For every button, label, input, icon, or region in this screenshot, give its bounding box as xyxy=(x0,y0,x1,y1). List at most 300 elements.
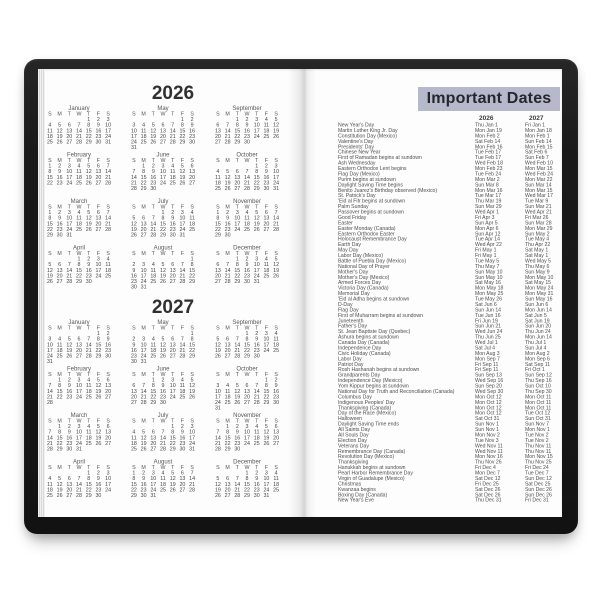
day-number: 22 xyxy=(234,272,241,279)
day-number: 20 xyxy=(214,133,221,140)
day-number: 28 xyxy=(66,278,73,285)
day-number: 2 xyxy=(142,470,146,477)
day-number: 26 xyxy=(253,226,260,233)
day-number: 29 xyxy=(189,278,196,285)
day-number: 26 xyxy=(214,353,221,360)
calendar-grid xyxy=(45,105,289,291)
day-number: 18 xyxy=(244,220,250,227)
event-date-2027: Wed Mar 17 xyxy=(525,193,553,199)
day-number: 26 xyxy=(95,393,102,400)
day-number: 21 xyxy=(160,440,166,447)
important-dates-header-band xyxy=(418,87,560,111)
day-number: 3 xyxy=(190,423,194,430)
day-number: 17 xyxy=(140,272,147,279)
day-number: 9 xyxy=(190,122,194,129)
event-date-2027: Mon Nov 1 xyxy=(525,427,550,433)
event-date-2026: Sun May 10 xyxy=(475,274,503,281)
day-number: 4 xyxy=(190,209,194,216)
event-date-2027: Fri Jan 1 xyxy=(525,122,546,128)
event-name: Day of the Race (Mexico) xyxy=(338,410,397,417)
day-number: 16 xyxy=(130,347,137,354)
dow-label: M xyxy=(225,464,230,471)
day-number: 14 xyxy=(76,481,82,488)
day-number: 23 xyxy=(66,393,73,400)
event-date-2026: Wed Apr 1 xyxy=(475,209,499,215)
day-number: 3 xyxy=(142,261,146,268)
day-number: 13 xyxy=(234,174,241,181)
day-number: 22 xyxy=(150,393,157,400)
day-number: 17 xyxy=(66,220,73,227)
day-number: 28 xyxy=(76,139,82,146)
event-date-2026: Sun Nov 1 xyxy=(475,421,500,428)
year-title: 2027 xyxy=(151,297,195,318)
event-name: Palm Sunday xyxy=(338,204,369,210)
dow-label: T xyxy=(235,250,239,257)
day-number: 13 xyxy=(105,382,112,389)
dow-label: W xyxy=(160,157,166,164)
event-date-2026: Wed Nov 11 xyxy=(475,443,503,449)
event-date-2026: Fri May 1 xyxy=(475,253,497,259)
dow-label: T xyxy=(87,325,91,331)
dow-label: S xyxy=(216,157,220,164)
event-date-2026: Fri May 1 xyxy=(475,247,497,254)
month-calendar xyxy=(129,412,197,459)
event-name: Thanksgiving (Canada) xyxy=(338,405,392,411)
day-number: 14 xyxy=(46,388,53,395)
day-number: 23 xyxy=(189,133,196,140)
day-number: 23 xyxy=(253,486,260,493)
day-number: 24 xyxy=(273,179,280,186)
month-name: August xyxy=(153,458,173,465)
day-number: 31 xyxy=(273,185,280,192)
day-number: 29 xyxy=(85,492,92,499)
dow-label: W xyxy=(76,371,82,378)
dow-label: F xyxy=(264,371,269,378)
day-number: 17 xyxy=(244,434,250,441)
day-number: 30 xyxy=(95,492,102,499)
day-number: 4 xyxy=(87,423,91,430)
day-number: 28 xyxy=(179,278,186,285)
dow-label: S xyxy=(216,204,220,210)
day-number: 25 xyxy=(214,185,221,192)
day-number: 27 xyxy=(189,179,196,186)
dow-label: T xyxy=(171,371,175,378)
event-date-2027: Tue Oct 12 xyxy=(525,410,551,417)
day-number: 19 xyxy=(263,434,270,441)
day-number: 13 xyxy=(273,429,280,436)
event-name: Holocaust Remembrance Day xyxy=(338,236,407,243)
day-number: 28 xyxy=(234,353,241,360)
day-number: 3 xyxy=(245,423,249,430)
event-name: Battle of Puebla Day (Mexico) xyxy=(338,258,407,264)
day-number: 25 xyxy=(263,272,270,279)
day-number: 24 xyxy=(189,440,196,447)
day-number: 13 xyxy=(66,127,73,134)
day-number: 7 xyxy=(235,475,239,482)
day-number: 24 xyxy=(234,226,241,233)
day-number: 26 xyxy=(179,179,186,186)
day-number: 19 xyxy=(56,133,63,140)
day-number: 15 xyxy=(234,267,241,274)
day-number: 11 xyxy=(253,429,260,436)
day-number: 22 xyxy=(244,347,250,354)
dow-label: M xyxy=(57,204,62,210)
day-number: 2 xyxy=(255,330,259,337)
event-date-2026: Wed Jun 24 xyxy=(475,329,503,335)
dow-label: F xyxy=(96,204,101,210)
day-number: 16 xyxy=(95,481,102,488)
day-number: 4 xyxy=(142,122,146,129)
day-number: 25 xyxy=(85,440,92,447)
day-number: 28 xyxy=(140,399,147,406)
event-date-2026: Mon Nov 16 xyxy=(475,454,503,460)
month-calendar xyxy=(213,152,281,199)
event-date-2026: Tue Jun 16 xyxy=(475,312,501,319)
event-date-2026: Fri Sep 11 xyxy=(475,361,499,368)
day-number: 16 xyxy=(263,174,270,181)
dow-label: S xyxy=(132,250,136,257)
day-number: 2 xyxy=(161,377,165,384)
day-number: 15 xyxy=(244,481,250,488)
event-name: Boxing Day (Canada) xyxy=(338,492,388,498)
day-number: 11 xyxy=(85,429,92,436)
day-number: 20 xyxy=(224,486,231,493)
day-number: 11 xyxy=(263,261,270,268)
day-number: 19 xyxy=(130,226,137,233)
day-number: 22 xyxy=(85,486,92,493)
month-name: November xyxy=(233,197,261,205)
day-number: 8 xyxy=(151,382,155,389)
day-number: 3 xyxy=(77,423,81,430)
day-number: 19 xyxy=(56,486,63,493)
day-number: 18 xyxy=(189,220,196,227)
day-number: 4 xyxy=(226,382,230,389)
day-number: 23 xyxy=(150,179,157,186)
day-number: 6 xyxy=(67,475,71,482)
day-number: 14 xyxy=(160,434,166,441)
events-list xyxy=(338,112,575,512)
event-name: Patriot Day xyxy=(338,361,364,368)
event-date-2026: Thu Mar 19 xyxy=(475,198,502,205)
day-number: 17 xyxy=(214,393,221,400)
day-number: 20 xyxy=(189,174,196,181)
day-number: 7 xyxy=(151,215,155,222)
dow-label: T xyxy=(235,418,239,424)
day-number: 20 xyxy=(150,440,157,447)
event-date-2026: Thu Jan 1 xyxy=(475,122,498,128)
event-date-2026: Mon Nov 2 xyxy=(475,432,500,438)
day-number: 13 xyxy=(224,341,231,348)
day-number: 27 xyxy=(140,232,147,239)
day-number: 6 xyxy=(77,336,81,343)
event-name: Presidents' Day xyxy=(338,144,374,150)
dow-label: F xyxy=(264,157,269,164)
dow-label: S xyxy=(132,204,136,210)
day-number: 23 xyxy=(244,272,250,279)
day-number: 10 xyxy=(253,122,260,129)
day-number: 9 xyxy=(96,475,100,482)
dow-label: M xyxy=(57,464,62,471)
event-date-2026: Wed Nov 11 xyxy=(475,448,503,455)
event-date-2027: Sat Dec 25 xyxy=(525,481,551,487)
day-number: 30 xyxy=(150,185,157,192)
event-date-2026: Mon Feb 16 xyxy=(475,144,503,150)
day-number: 29 xyxy=(224,446,231,453)
day-number: 2 xyxy=(132,261,136,268)
day-number: 13 xyxy=(105,429,112,436)
day-number: 7 xyxy=(216,429,220,436)
event-name: Remembrance Day (Canada) xyxy=(338,448,406,455)
day-number: 25 xyxy=(140,139,147,146)
day-number: 7 xyxy=(245,168,249,175)
day-number: 31 xyxy=(130,144,137,151)
dow-label: T xyxy=(151,325,155,331)
dow-label: S xyxy=(216,418,220,424)
dow-label: T xyxy=(255,111,259,117)
day-number: 22 xyxy=(85,133,92,140)
dow-label: W xyxy=(76,111,82,117)
day-number: 14 xyxy=(224,267,231,274)
day-number: 23 xyxy=(169,226,176,233)
event-date-2027: Fri Mar 26 xyxy=(525,214,549,221)
day-number: 21 xyxy=(214,440,221,447)
event-date-2026: Wed Sep 16 xyxy=(475,378,504,384)
event-date-2027: Mon Oct 11 xyxy=(525,405,552,411)
day-number: 8 xyxy=(171,429,175,436)
day-number: 11 xyxy=(215,174,221,181)
day-number: 18 xyxy=(214,179,221,186)
year-column-headers xyxy=(338,112,565,123)
dow-label: T xyxy=(255,204,259,210)
dow-label: W xyxy=(76,464,82,471)
day-number: 30 xyxy=(160,399,166,406)
dow-label: T xyxy=(67,325,71,331)
month-calendar xyxy=(45,459,113,506)
day-number: 27 xyxy=(169,278,176,285)
day-number: 1 xyxy=(216,209,220,216)
day-number: 22 xyxy=(234,133,241,140)
day-number: 1 xyxy=(255,163,259,170)
day-number: 9 xyxy=(96,122,100,129)
day-number: 15 xyxy=(95,341,102,348)
day-number: 6 xyxy=(142,215,146,222)
day-number: 13 xyxy=(66,481,73,488)
day-number: 27 xyxy=(214,139,221,146)
day-number: 15 xyxy=(224,434,231,441)
event-name: Halloween xyxy=(338,416,363,422)
day-number: 29 xyxy=(130,492,137,499)
dow-label: T xyxy=(67,464,71,471)
dow-label: S xyxy=(190,111,194,117)
day-number: 26 xyxy=(160,278,166,285)
month-name: August xyxy=(153,244,173,251)
day-number: 30 xyxy=(169,232,176,239)
month-name: May xyxy=(157,318,169,326)
day-number: 23 xyxy=(253,347,260,354)
day-number: 6 xyxy=(226,475,230,482)
day-number: 21 xyxy=(46,393,53,400)
day-number: 17 xyxy=(46,347,53,354)
day-number: 23 xyxy=(224,226,231,233)
dow-label: W xyxy=(244,111,250,117)
event-date-2026: Sat Dec 12 xyxy=(475,475,501,482)
day-number: 12 xyxy=(214,341,221,348)
day-number: 22 xyxy=(189,347,196,354)
day-number: 6 xyxy=(264,209,268,216)
dow-label: M xyxy=(141,325,146,331)
event-date-2027: Sat May 1 xyxy=(525,253,549,259)
day-number: 12 xyxy=(130,220,137,227)
day-number: 23 xyxy=(130,353,137,360)
month-calendar xyxy=(45,152,113,199)
event-name: Daylight Saving Time begins xyxy=(338,182,403,188)
day-number: 11 xyxy=(76,168,82,175)
day-number: 17 xyxy=(105,481,112,488)
day-number: 19 xyxy=(85,220,92,227)
day-number: 14 xyxy=(105,215,112,222)
dow-label: F xyxy=(264,418,269,424)
dow-label: S xyxy=(48,157,52,164)
day-number: 29 xyxy=(244,492,250,499)
day-number: 18 xyxy=(179,388,186,395)
event-date-2026: Thu Dec 31 xyxy=(475,497,502,504)
day-number: 2 xyxy=(245,256,249,263)
day-number: 27 xyxy=(95,179,102,186)
dow-label: W xyxy=(76,204,82,210)
day-number: 10 xyxy=(150,475,157,482)
day-number: 26 xyxy=(85,226,92,233)
day-number: 29 xyxy=(95,353,102,360)
day-number: 17 xyxy=(140,347,147,354)
day-number: 30 xyxy=(273,399,280,406)
day-number: 27 xyxy=(56,278,63,285)
day-number: 15 xyxy=(169,434,176,441)
day-number: 3 xyxy=(67,209,71,216)
day-number: 21 xyxy=(130,179,137,186)
day-number: 12 xyxy=(189,382,196,389)
day-number: 2 xyxy=(235,423,239,430)
day-number: 27 xyxy=(66,492,73,499)
day-number: 27 xyxy=(150,446,157,453)
dow-label: F xyxy=(264,111,269,117)
event-date-2027: Sun May 9 xyxy=(525,269,550,275)
day-number: 23 xyxy=(160,393,166,400)
dow-label: S xyxy=(48,325,52,331)
event-date-2027: Thu May 6 xyxy=(525,263,550,270)
day-number: 11 xyxy=(140,127,147,134)
day-number: 5 xyxy=(216,336,220,343)
day-number: 18 xyxy=(56,347,63,354)
month-calendar xyxy=(129,198,197,245)
day-number: 5 xyxy=(151,122,155,129)
day-number: 13 xyxy=(160,127,166,134)
day-number: 4 xyxy=(264,116,268,123)
day-number: 5 xyxy=(96,423,100,430)
event-date-2026: Mon Sep 7 xyxy=(475,356,500,362)
day-number: 6 xyxy=(96,163,100,170)
day-number: 4 xyxy=(255,423,259,430)
day-number: 25 xyxy=(76,226,82,233)
day-number: 19 xyxy=(169,481,176,488)
day-number: 3 xyxy=(274,163,278,170)
day-number: 23 xyxy=(95,486,102,493)
day-number: 1 xyxy=(245,330,249,337)
dow-label: W xyxy=(244,371,250,378)
dow-label: S xyxy=(274,418,278,424)
dow-label: S xyxy=(216,250,220,257)
day-number: 21 xyxy=(105,174,112,181)
day-number: 20 xyxy=(169,272,176,279)
event-date-2027: Mon Aug 2 xyxy=(525,350,550,357)
day-number: 12 xyxy=(95,382,102,389)
day-number: 5 xyxy=(58,475,62,482)
day-number: 29 xyxy=(76,278,82,285)
day-number: 31 xyxy=(140,358,147,365)
day-number: 27 xyxy=(160,139,166,146)
event-date-2027: Thu Apr 22 xyxy=(525,242,551,248)
event-date-2027: Thu Jul 1 xyxy=(525,340,547,346)
dow-label: S xyxy=(274,325,278,331)
day-number: 9 xyxy=(235,429,239,436)
day-number: 9 xyxy=(264,168,268,175)
day-number: 7 xyxy=(255,382,259,389)
month-name: September xyxy=(232,104,262,112)
day-number: 25 xyxy=(224,399,231,406)
month-calendar xyxy=(129,105,197,152)
day-number: 13 xyxy=(263,215,270,222)
day-number: 25 xyxy=(130,446,137,453)
day-number: 5 xyxy=(255,209,259,216)
day-number: 24 xyxy=(105,486,112,493)
dow-label: F xyxy=(180,418,185,424)
day-number: 23 xyxy=(105,347,112,354)
day-number: 16 xyxy=(130,272,137,279)
day-number: 12 xyxy=(85,168,92,175)
dow-label: W xyxy=(244,157,250,164)
open-pages xyxy=(38,69,562,517)
day-number: 8 xyxy=(142,168,146,175)
dow-label: F xyxy=(180,371,185,378)
day-number: 26 xyxy=(214,492,221,499)
day-number: 16 xyxy=(253,341,260,348)
day-number: 5 xyxy=(48,261,52,268)
day-number: 23 xyxy=(244,133,250,140)
month-calendar xyxy=(213,198,281,245)
day-number: 11 xyxy=(273,475,279,482)
event-date-2026: Tue Feb 24 xyxy=(475,171,502,177)
planner-cover xyxy=(24,59,578,534)
event-date-2027: Thu Nov 11 xyxy=(525,443,552,449)
day-number: 2 xyxy=(274,377,278,384)
event-name: Juneteenth xyxy=(338,318,364,324)
day-number: 5 xyxy=(274,256,278,263)
day-number: 2 xyxy=(151,163,155,170)
day-number: 12 xyxy=(234,388,241,395)
event-date-2027: Sun Oct 31 xyxy=(525,416,551,422)
dow-label: T xyxy=(151,250,155,257)
day-number: 29 xyxy=(85,139,92,146)
day-number: 21 xyxy=(85,347,92,354)
dow-label: T xyxy=(235,204,239,210)
dow-label: M xyxy=(141,418,146,424)
month-calendar xyxy=(45,319,113,366)
event-date-2026: Tue Apr 14 xyxy=(475,236,500,243)
day-number: 8 xyxy=(96,336,100,343)
day-number: 16 xyxy=(66,434,73,441)
day-number: 11 xyxy=(160,475,166,482)
day-number: 29 xyxy=(46,232,53,239)
day-number: 30 xyxy=(263,185,270,192)
